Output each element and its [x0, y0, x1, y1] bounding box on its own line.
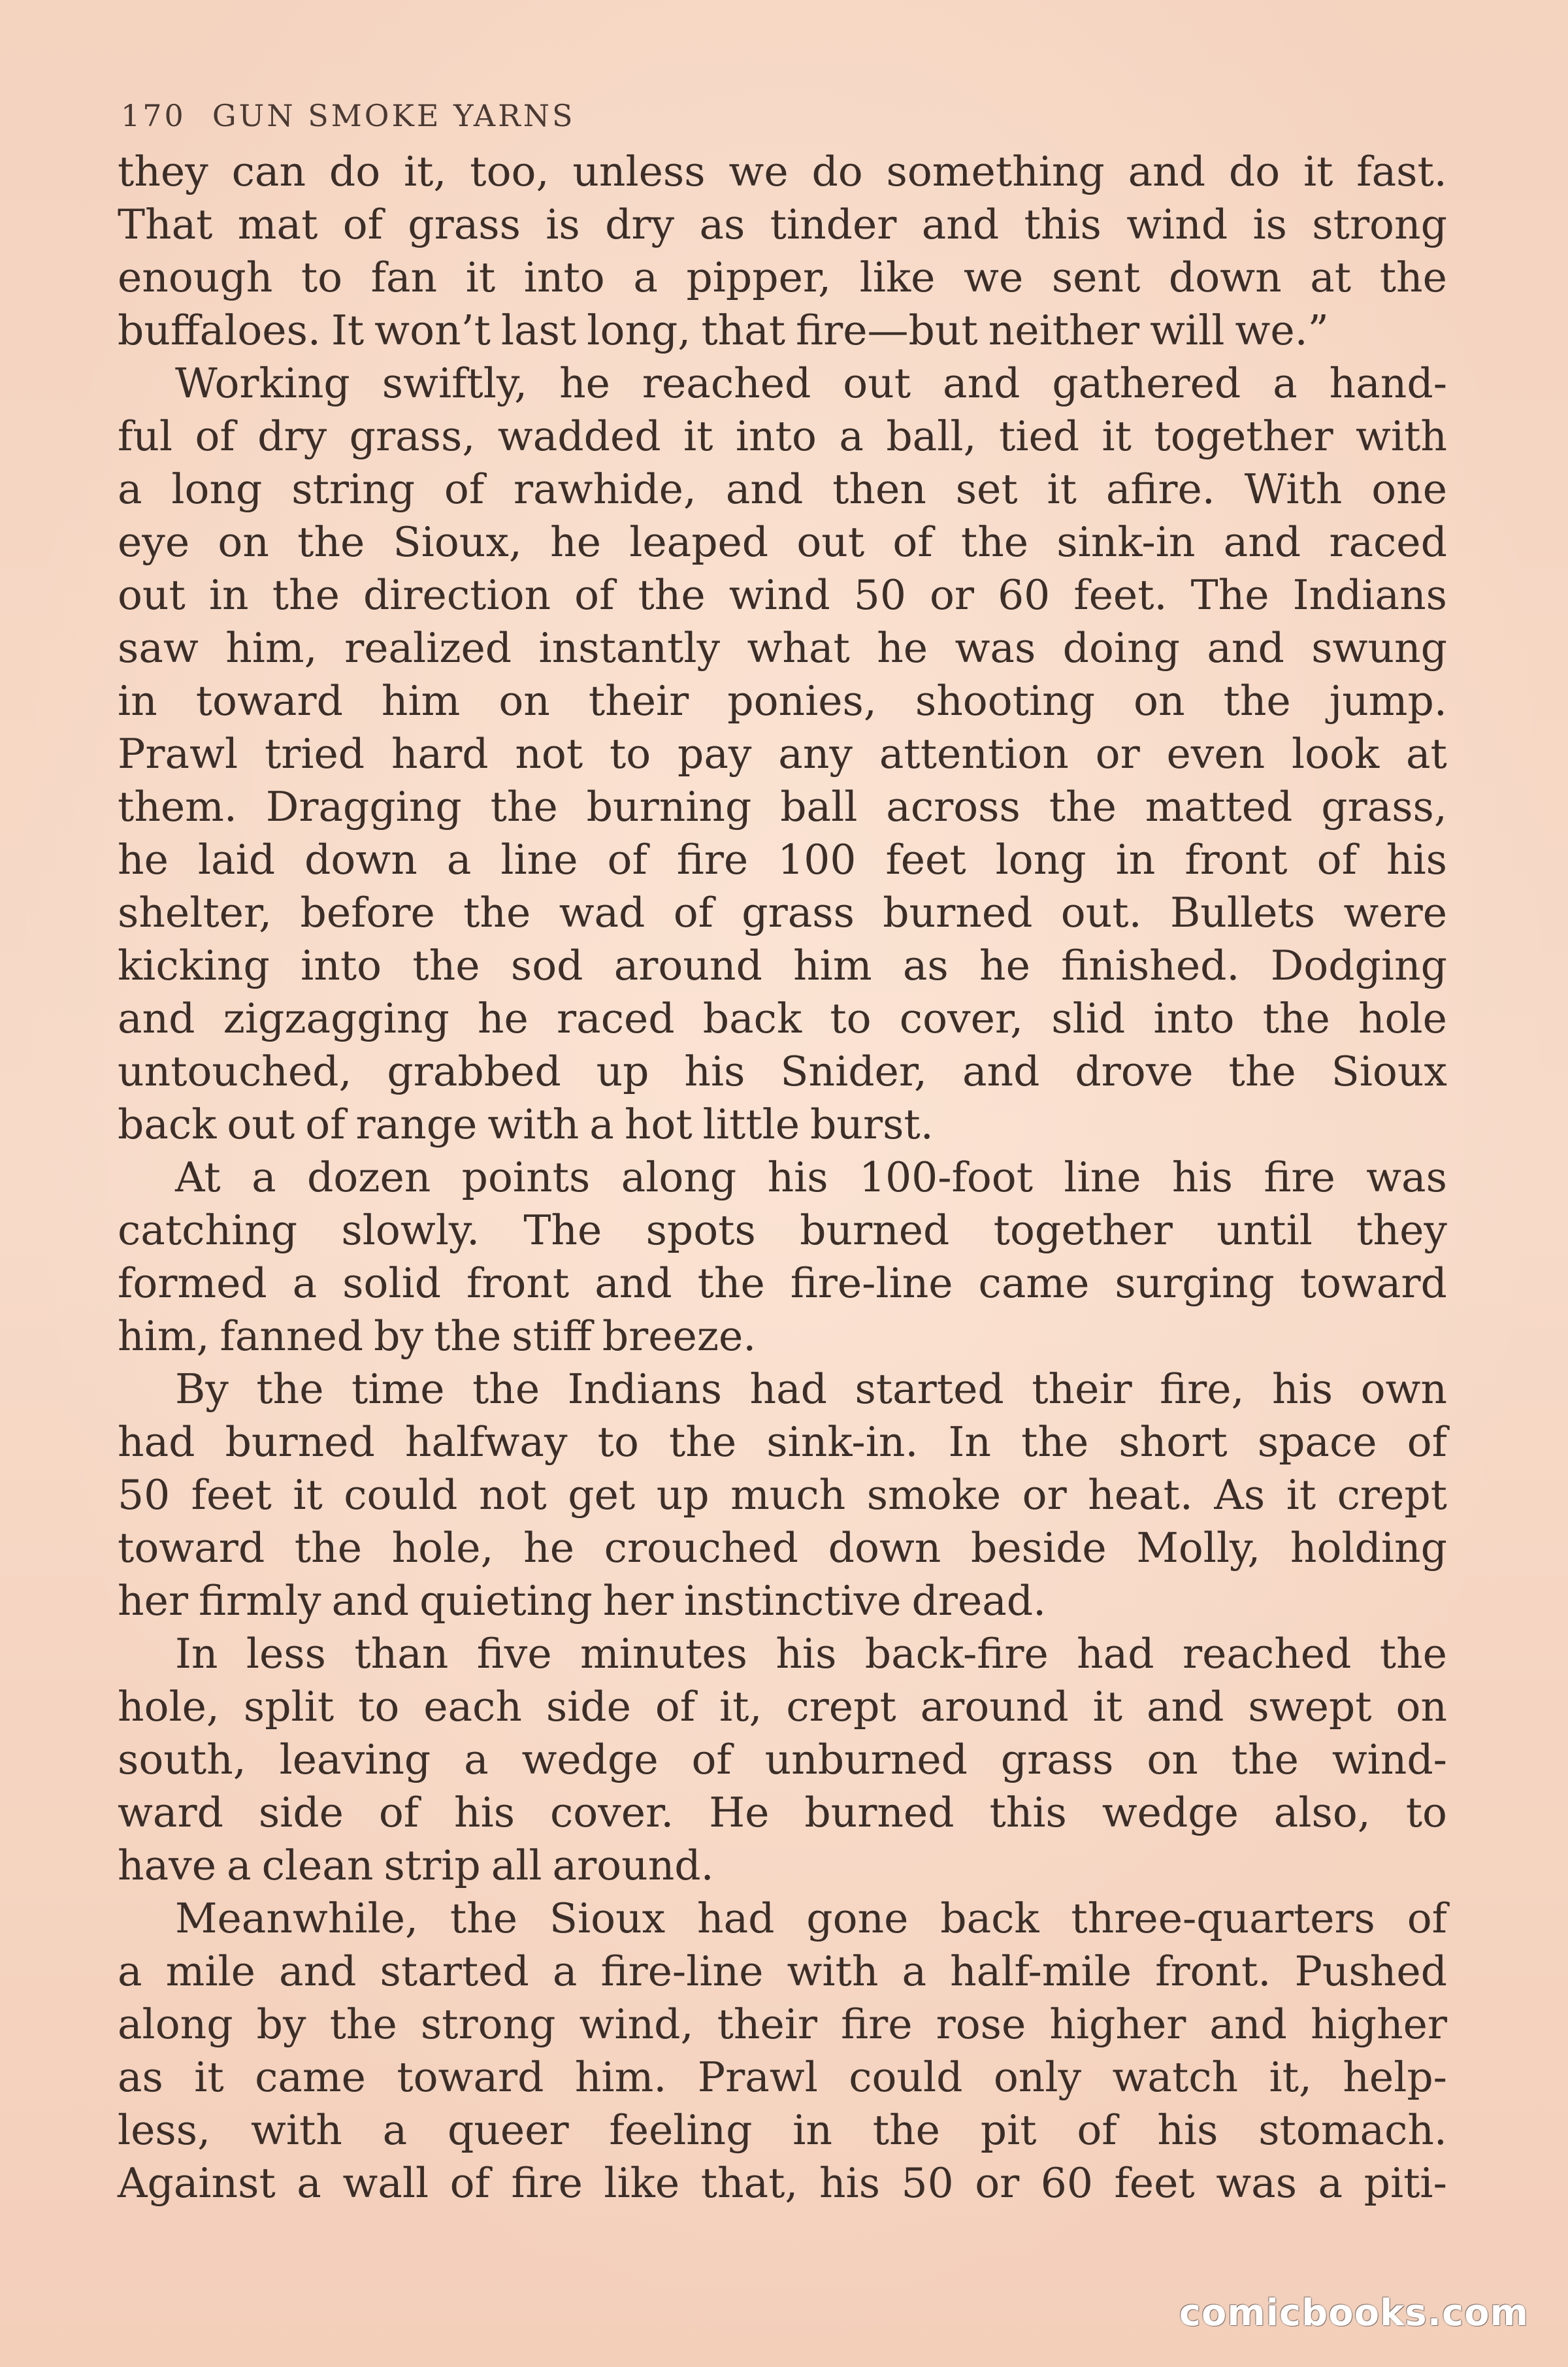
text-line: hole, split to each side of it, crept around it and swept on: [118, 1683, 1447, 1730]
text-line: saw him, realized instantly what he was doing and swung: [118, 624, 1447, 672]
text-line: a mile and started a fire-line with a half-mile front. Pushed: [118, 1947, 1447, 1995]
text-line: south, leaving a wedge of unburned grass on the wind-: [118, 1736, 1447, 1783]
text-line: ful of dry grass, wadded it into a ball, tied it together with: [118, 412, 1447, 460]
page-number: 170: [121, 98, 186, 133]
text-line: her firmly and quieting her instinctive dread.: [118, 1577, 1047, 1625]
text-line: out in the direction of the wind 50 or 60 feet. The Indians: [118, 571, 1447, 619]
text-line: That mat of grass is dry as tinder and this wind is strong: [118, 201, 1447, 248]
running-head: [121, 98, 576, 133]
text-line: Against a wall of fire like that, his 50 or 60 feet was a piti-: [118, 2159, 1447, 2207]
text-line: back out of range with a hot little burst.: [118, 1101, 934, 1148]
text-line: him, fanned by the stiff breeze.: [118, 1312, 757, 1360]
body-text: [118, 145, 1447, 2210]
text-line: less, with a queer feeling in the pit of his stomach.: [118, 2106, 1447, 2154]
text-line: he laid down a line of fire 100 feet long in front of his: [118, 836, 1447, 884]
text-line: have a clean strip all around.: [118, 1842, 714, 1889]
text-line: them. Dragging the burning ball across the matted grass,: [118, 783, 1447, 831]
book-title: GUN SMOKE YARNS: [212, 98, 576, 133]
text-line: along by the strong wind, their fire rose higher and higher: [118, 2000, 1447, 2048]
text-line: shelter, before the wad of grass burned out. Bullets were: [118, 889, 1447, 936]
text-line: eye on the Sioux, he leaped out of the sink-in and raced: [118, 518, 1447, 566]
text-line: Working swiftly, he reached out and gathered a hand-: [175, 359, 1447, 407]
text-line: and zigzagging he raced back to cover, slid into the hole: [118, 995, 1447, 1042]
site-watermark: comicbooks.com: [1179, 2292, 1529, 2334]
text-line: formed a solid front and the fire-line came surging toward: [118, 1259, 1447, 1307]
text-line: Prawl tried hard not to pay any attention or even look at: [118, 730, 1447, 778]
text-line: enough to fan it into a pipper, like we sent down at the: [118, 254, 1447, 301]
text-line: untouched, grabbed up his Snider, and drove the Sioux: [118, 1048, 1447, 1095]
text-line: as it came toward him. Prawl could only watch it, help-: [118, 2053, 1447, 2101]
text-line: catching slowly. The spots burned together until they: [118, 1206, 1447, 1254]
text-line: kicking into the sod around him as he finished. Dodging: [118, 942, 1447, 989]
text-line: a long string of rawhide, and then set it afire. With one: [118, 465, 1447, 513]
text-line: toward the hole, he crouched down beside Molly, holding: [118, 1524, 1447, 1572]
text-line: At a dozen points along his 100-foot line his fire was: [175, 1153, 1447, 1201]
text-line: ward side of his cover. He burned this wedge also, to: [118, 1789, 1447, 1836]
text-line: By the time the Indians had started their fire, his own: [175, 1365, 1447, 1413]
text-line: Meanwhile, the Sioux had gone back three-quarters of: [175, 1895, 1447, 1942]
text-line: in toward him on their ponies, shooting on the jump.: [118, 677, 1447, 725]
text-line: In less than five minutes his back-fire had reached the: [175, 1630, 1447, 1678]
text-line: had burned halfway to the sink-in. In the short space of: [118, 1418, 1447, 1466]
text-line: they can do it, too, unless we do something and do it fast.: [118, 148, 1447, 195]
text-line: 50 feet it could not get up much smoke or heat. As it crept: [118, 1471, 1447, 1519]
text-line: buffaloes. It won’t last long, that fire—but neither will we.”: [118, 306, 1329, 354]
